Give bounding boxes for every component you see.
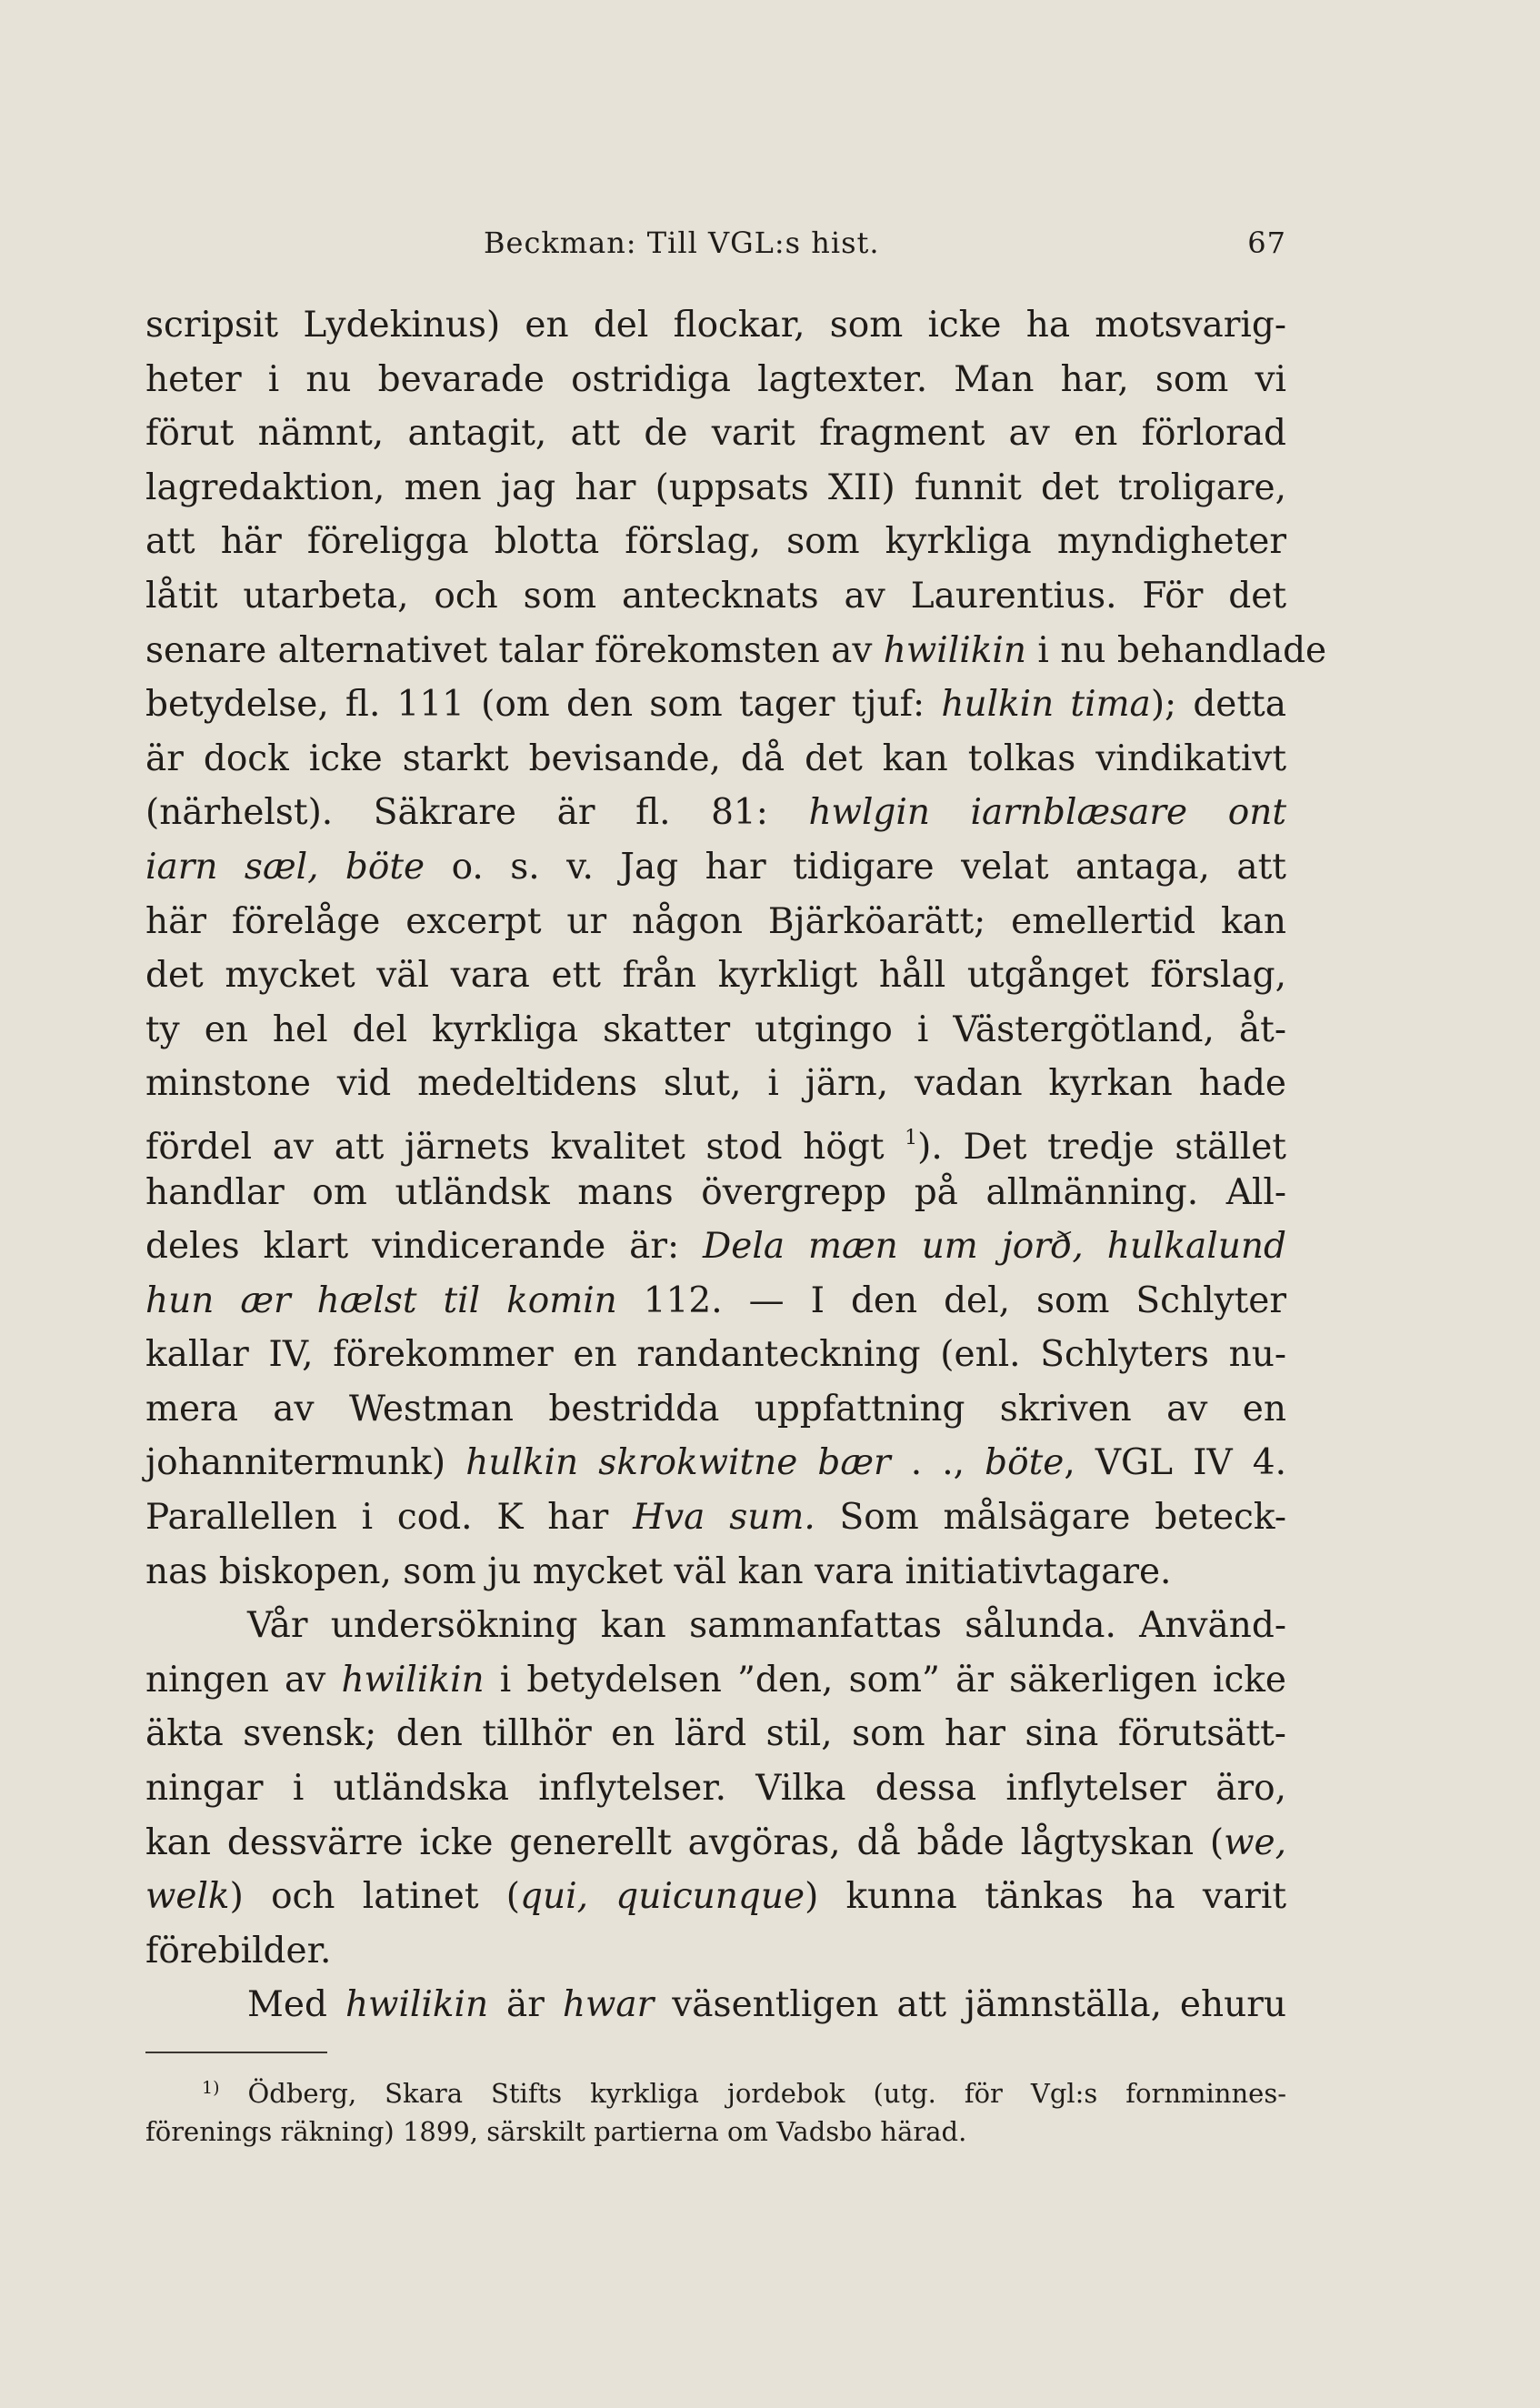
footnote-ref: 1 (905, 1126, 918, 1149)
text-line: (närhelst). Säkrare är fl. 81: hwlgin iarnblæsare ont (145, 792, 1286, 834)
italic-term: welk (145, 1876, 230, 1918)
text-line: fördel av att järnets kvalitet stod högt $^1$). Det tredje stället (145, 1126, 1286, 1168)
text-line: kan dessvärre icke generellt avgöras, då både lågtyskan (we, (145, 1821, 1286, 1863)
text-line: nas biskopen, som ju mycket väl kan vara initiativtagare. (145, 1550, 1172, 1592)
text-line: johannitermunk) hulkin skrokwitne bær . ., böte, VGL IV 4. (145, 1442, 1287, 1484)
text-line: här förelåge excerpt ur någon Bjärköarätt; emellertid kan (145, 900, 1286, 942)
footnote-line: $^{1)}$ Ödberg, Skara Stifts kyrkliga jordebok (utg. för Vgl:s fornminnes- (202, 2078, 1286, 2109)
text-line: scripsit Lydekinus) en del flockar, som icke ha motsvarig- (145, 305, 1286, 346)
footnote-mark: 1) (202, 2078, 220, 2098)
text-line: heter i nu bevarade ostridiga lagtexter. Man har, som vi (145, 358, 1286, 400)
text-line: ningen av hwilikin i betydelsen ”den, som” är säkerligen icke (145, 1659, 1287, 1701)
text-line: lagredaktion, men jag har (uppsats XII) funnit det troligare, (145, 467, 1286, 508)
text-line: det mycket väl vara ett från kyrkligt håll utgånget förslag, (145, 955, 1286, 997)
italic-term: Hva sum. (633, 1497, 815, 1539)
footnote-divider (145, 2052, 327, 2053)
italic-term: hulkin skrokwitne bær (465, 1442, 891, 1484)
text-line: welk) och latinet (qui, quicunque) kunna tänkas ha varit (145, 1876, 1286, 1918)
running-title: Beckman: Till VGL:s hist. (484, 226, 880, 260)
italic-term: hwilikin (345, 1984, 489, 2026)
text-line: låtit utarbeta, och som antecknats av Laurentius. För det (145, 575, 1286, 617)
text-line: förebilder. (145, 1930, 332, 1972)
italic-term: hwilikin (883, 629, 1026, 671)
text-line: ty en hel del kyrkliga skatter utgingo i Västergötland, åt- (145, 1008, 1286, 1050)
text-line: senare alternativet talar förekomsten av hwilikin i nu behandlade (145, 629, 1327, 671)
text-line: kallar IV, förekommer en randanteckning (enl. Schlyters nu- (145, 1334, 1286, 1376)
italic-term: hwlgin iarnblæsare ont (808, 792, 1286, 834)
text-line: betydelse, fl. 111 (om den som tager tjuf: hulkin tima); detta (145, 684, 1286, 726)
text-line: hun ær hælst til komin 112. — I den del, som Schlyter (145, 1279, 1286, 1321)
italic-term: hun ær hælst til komin (145, 1279, 617, 1321)
body-text (145, 298, 1327, 2032)
text-line: Vår undersökning kan sammanfattas sålunda. Använd- (247, 1605, 1286, 1647)
text-line: förut nämnt, antagit, att de varit fragment av en förlorad (145, 413, 1286, 455)
text-line: mera av Westman bestridda uppfattning skriven av en (145, 1388, 1286, 1430)
text-line: minstone vid medeltidens slut, i järn, vadan kyrkan hade (145, 1063, 1286, 1105)
italic-term: hulkin tima (941, 684, 1151, 726)
text-line: Parallellen i cod. K har Hva sum. Som målsägare beteck- (145, 1497, 1287, 1539)
italic-term: böte (985, 1442, 1065, 1484)
italic-term: hwar (562, 1984, 655, 2026)
footnotes (145, 2066, 1286, 2153)
running-header (145, 226, 1286, 271)
text-line: deles klart vindicerande är: Dela mæn um jorð, hulkalund (145, 1226, 1286, 1268)
text-line: äkta svensk; den tillhör en lärd stil, som har sina förutsätt- (145, 1713, 1286, 1755)
italic-term: we, (1224, 1821, 1286, 1863)
text-line: handlar om utländsk mans övergrepp på allmänning. All- (145, 1171, 1286, 1213)
text-line: ningar i utländska inflytelser. Vilka dessa inflytelser äro, (145, 1768, 1286, 1810)
italic-term: Dela mæn um jorð, hulkalund (703, 1226, 1286, 1268)
italic-term: iarn sæl, böte (145, 846, 425, 888)
page-number: 67 (1247, 226, 1286, 260)
text-line: är dock icke starkt bevisande, då det kan tolkas vindikativt (145, 737, 1286, 779)
text-line: Med hwilikin är hwar väsentligen att jämnställa, ehuru (247, 1984, 1287, 2026)
text-line: iarn sæl, böte o. s. v. Jag har tidigare velat antaga, att (145, 846, 1286, 888)
footnote-line: förenings räkning) 1899, särskilt partierna om Vadsbo härad. (145, 2116, 967, 2147)
italic-term: hwilikin (341, 1659, 485, 1701)
text-line: att här föreligga blotta förslag, som kyrkliga myndigheter (145, 521, 1286, 563)
italic-term: qui, quicunque (520, 1876, 805, 1918)
